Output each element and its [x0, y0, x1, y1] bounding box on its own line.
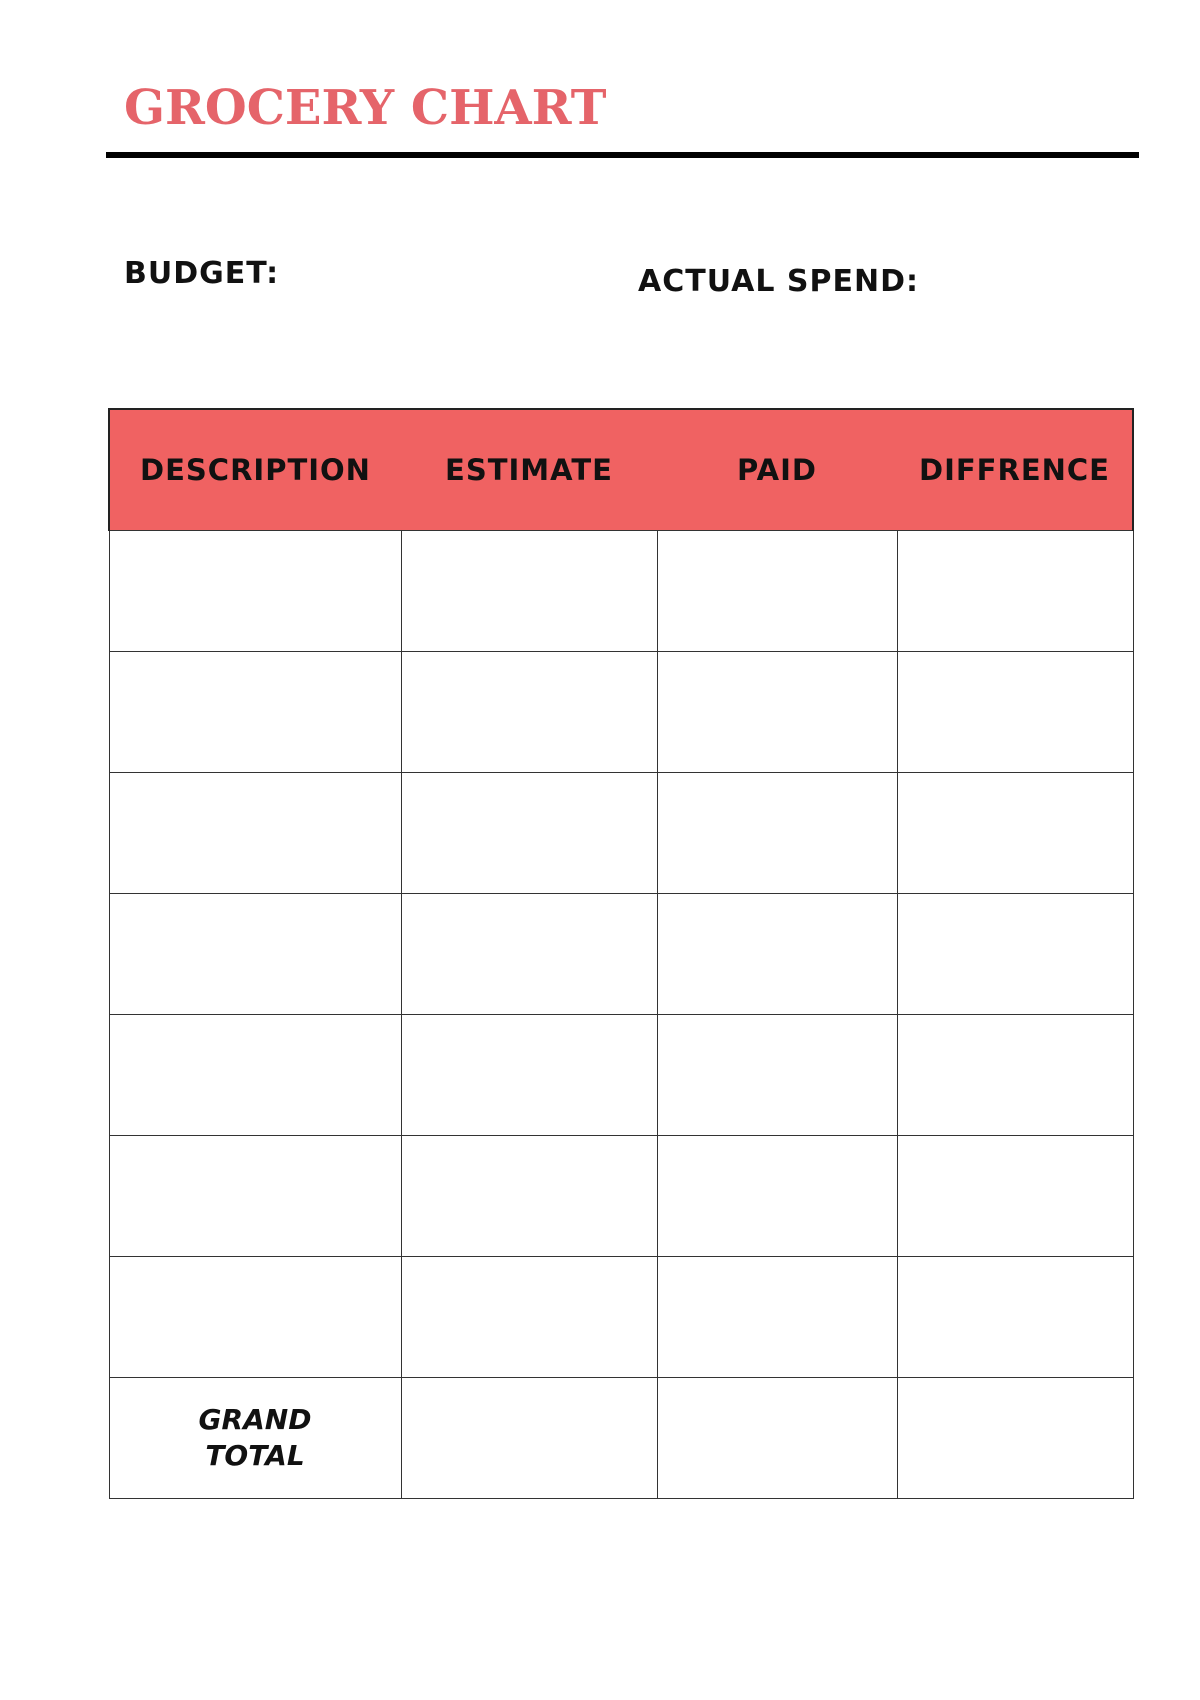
estimate-cell[interactable]: [401, 1257, 657, 1378]
column-header-paid: PAID: [657, 409, 897, 531]
grand-total-difference-cell[interactable]: [897, 1378, 1133, 1499]
estimate-cell[interactable]: [401, 1136, 657, 1257]
table-row: [109, 531, 1133, 652]
table-header-row: [109, 409, 1133, 531]
page-title: GROCERY CHART: [124, 80, 607, 136]
difference-cell[interactable]: [897, 531, 1133, 652]
description-cell[interactable]: [109, 1136, 401, 1257]
estimate-cell[interactable]: [401, 652, 657, 773]
column-header-estimate: ESTIMATE: [401, 409, 657, 531]
table-row: [109, 1015, 1133, 1136]
table-row: [109, 894, 1133, 1015]
description-cell[interactable]: [109, 1257, 401, 1378]
difference-cell[interactable]: [897, 652, 1133, 773]
paid-cell[interactable]: [657, 652, 897, 773]
table-row: [109, 1136, 1133, 1257]
paid-cell[interactable]: [657, 1015, 897, 1136]
grocery-table: [108, 408, 1134, 1499]
description-cell[interactable]: [109, 894, 401, 1015]
paid-cell[interactable]: [657, 894, 897, 1015]
grand-total-estimate-cell[interactable]: [401, 1378, 657, 1499]
estimate-cell[interactable]: [401, 773, 657, 894]
title-divider: [106, 152, 1139, 158]
difference-cell[interactable]: [897, 773, 1133, 894]
paid-cell[interactable]: [657, 773, 897, 894]
budget-label: BUDGET:: [124, 256, 280, 291]
difference-cell[interactable]: [897, 1015, 1133, 1136]
grand-total-label-line1: GRAND: [198, 1403, 312, 1436]
grand-total-label: [109, 1378, 401, 1499]
table-row: [109, 1257, 1133, 1378]
column-header-difference: DIFFRENCE: [897, 409, 1133, 531]
grand-total-label-line2: TOTAL: [205, 1439, 305, 1472]
grand-total-row: [109, 1378, 1133, 1499]
description-cell[interactable]: [109, 773, 401, 894]
difference-cell[interactable]: [897, 1257, 1133, 1378]
table-row: [109, 652, 1133, 773]
difference-cell[interactable]: [897, 894, 1133, 1015]
description-cell[interactable]: [109, 652, 401, 773]
paid-cell[interactable]: [657, 1257, 897, 1378]
difference-cell[interactable]: [897, 1136, 1133, 1257]
table-row: [109, 773, 1133, 894]
actual-spend-label: ACTUAL SPEND:: [638, 264, 920, 299]
description-cell[interactable]: [109, 531, 401, 652]
grand-total-paid-cell[interactable]: [657, 1378, 897, 1499]
estimate-cell[interactable]: [401, 894, 657, 1015]
grocery-table-container: [108, 408, 1132, 1499]
column-header-description: DESCRIPTION: [109, 409, 401, 531]
paid-cell[interactable]: [657, 531, 897, 652]
description-cell[interactable]: [109, 1015, 401, 1136]
paid-cell[interactable]: [657, 1136, 897, 1257]
estimate-cell[interactable]: [401, 1015, 657, 1136]
estimate-cell[interactable]: [401, 531, 657, 652]
